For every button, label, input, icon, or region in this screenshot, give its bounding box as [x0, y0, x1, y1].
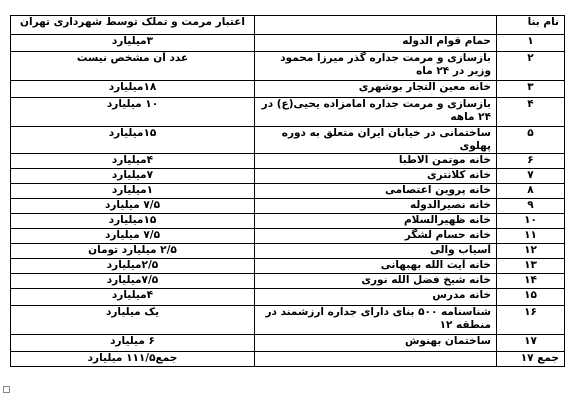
number-cell: ۱۰	[497, 214, 565, 229]
table-row	[11, 244, 565, 259]
name-cell: ساختمانی در خیابان ایران متعلق به دوره پهلوی	[255, 127, 497, 154]
table-row	[11, 199, 565, 214]
number-cell: ۱۳	[497, 259, 565, 274]
header-credit-cell: اعتبار مرمت و تملک توسط شهرداری تهران	[11, 16, 255, 35]
credit-cell: ۷/۵ میلیارد	[11, 229, 255, 244]
name-cell: بازسازی و مرمت جداره گذر میرزا محمود وزیر در ۲۴ ماه	[255, 52, 497, 81]
buildings-table	[10, 15, 565, 367]
table-row	[11, 184, 565, 199]
total-row	[11, 352, 565, 367]
name-cell: ساختمان بهنوش	[255, 335, 497, 352]
number-cell: ۱	[497, 35, 565, 52]
table-row	[11, 81, 565, 98]
name-cell: خانه شیخ فضل الله نوری	[255, 274, 497, 289]
credit-cell: ۳میلیارد	[11, 35, 255, 52]
number-cell: ۱۵	[497, 289, 565, 306]
number-cell: ۴	[497, 98, 565, 127]
header-name-cell	[255, 16, 497, 35]
number-cell: ۹	[497, 199, 565, 214]
table-row	[11, 154, 565, 169]
table-row	[11, 98, 565, 127]
name-cell: خانه موتمن الاطبا	[255, 154, 497, 169]
header-row	[11, 16, 565, 35]
total-credit-cell: جمع۱۱۱/۵ میلیارد	[11, 352, 255, 367]
total-name-cell	[255, 352, 497, 367]
table-body	[11, 16, 565, 367]
name-cell: خانه آیت الله بهبهانی	[255, 259, 497, 274]
name-cell: آسیاب والی	[255, 244, 497, 259]
credit-cell: ۱۵میلیارد	[11, 127, 255, 154]
table-row	[11, 127, 565, 154]
table-row	[11, 169, 565, 184]
name-cell: خانه مدرس	[255, 289, 497, 306]
table-row	[11, 259, 565, 274]
number-cell: ۱۴	[497, 274, 565, 289]
credit-cell: عدد آن مشخص نیست	[11, 52, 255, 81]
credit-cell: ۱۰ میلیارد	[11, 98, 255, 127]
name-cell: خانه پروین اعتصامی	[255, 184, 497, 199]
credit-cell: ۱۸میلیارد	[11, 81, 255, 98]
number-cell: ۶	[497, 154, 565, 169]
name-cell: خانه ظهیرالسلام	[255, 214, 497, 229]
table-row	[11, 306, 565, 335]
credit-cell: ۲/۵ میلیارد تومان	[11, 244, 255, 259]
table-row	[11, 52, 565, 81]
number-cell: ۱۱	[497, 229, 565, 244]
name-cell: خانه کلانتری	[255, 169, 497, 184]
credit-cell: یک میلیارد	[11, 306, 255, 335]
credit-cell: ۴میلیارد	[11, 154, 255, 169]
table-resize-handle[interactable]	[3, 386, 10, 393]
number-cell: ۱۲	[497, 244, 565, 259]
name-cell: بازسازی و مرمت جداره امامزاده یحیی(ع) در ۲۴ ماهه	[255, 98, 497, 127]
credit-cell: ۷/۵میلیارد	[11, 274, 255, 289]
table-row	[11, 229, 565, 244]
name-cell: شناسنامه ۵۰۰ بنای دارای جداره ارزشمند در منطقه ۱۲	[255, 306, 497, 335]
table-row	[11, 274, 565, 289]
total-number-cell: جمع ۱۷	[497, 352, 565, 367]
credit-cell: ۶ میلیارد	[11, 335, 255, 352]
number-cell: ۸	[497, 184, 565, 199]
table-row	[11, 335, 565, 352]
credit-cell: ۷میلیارد	[11, 169, 255, 184]
credit-cell: ۱۵میلیارد	[11, 214, 255, 229]
name-cell: خانه حسام لشگر	[255, 229, 497, 244]
name-cell: حمام قوام الدوله	[255, 35, 497, 52]
table-row	[11, 35, 565, 52]
name-cell: خانه نصیرالدوله	[255, 199, 497, 214]
number-cell: ۱۶	[497, 306, 565, 335]
header-number-cell: نام بنا	[497, 16, 565, 35]
credit-cell: ۲/۵میلیارد	[11, 259, 255, 274]
credit-cell: ۱میلیارد	[11, 184, 255, 199]
name-cell: خانه معین التجار بوشهری	[255, 81, 497, 98]
number-cell: ۲	[497, 52, 565, 81]
credit-cell: ۷/۵ میلیارد	[11, 199, 255, 214]
number-cell: ۳	[497, 81, 565, 98]
credit-cell: ۴میلیارد	[11, 289, 255, 306]
number-cell: ۱۷	[497, 335, 565, 352]
number-cell: ۷	[497, 169, 565, 184]
table-row	[11, 214, 565, 229]
table-row	[11, 289, 565, 306]
number-cell: ۵	[497, 127, 565, 154]
